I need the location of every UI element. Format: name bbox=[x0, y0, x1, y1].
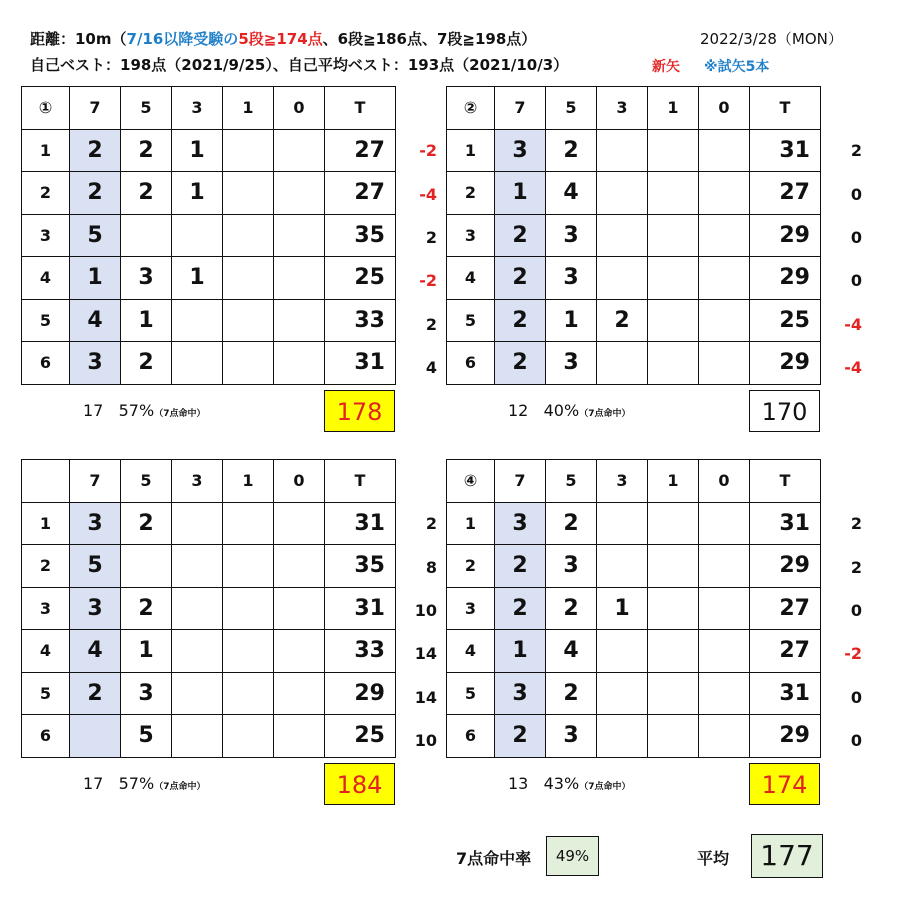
hit-count-cell: 5 bbox=[121, 715, 172, 758]
hit-count-cell bbox=[121, 214, 172, 257]
column-header: 0 bbox=[699, 460, 750, 503]
hit-count-cell bbox=[648, 587, 699, 630]
hit-count-cell bbox=[121, 545, 172, 588]
end-row bbox=[22, 630, 396, 673]
hit-count-cell: 5 bbox=[70, 545, 121, 588]
end-total-cell: 27 bbox=[325, 172, 396, 215]
end-row bbox=[447, 672, 821, 715]
score-difference: 0 bbox=[850, 184, 862, 204]
seven-hit-percent: 43% bbox=[543, 774, 580, 794]
end-row bbox=[447, 129, 821, 172]
hit-count-cell bbox=[648, 299, 699, 342]
end-number: 4 bbox=[22, 630, 70, 673]
score-difference: 0 bbox=[850, 730, 862, 750]
end-number: 1 bbox=[22, 129, 70, 172]
average-score-value: 177 bbox=[751, 834, 823, 878]
hit-count-cell bbox=[172, 214, 223, 257]
hit-count-cell bbox=[699, 545, 750, 588]
hit-count-cell bbox=[223, 172, 274, 215]
end-number: 5 bbox=[447, 299, 495, 342]
new-arrows-label: 新矢 bbox=[652, 59, 680, 75]
end-number: 5 bbox=[22, 299, 70, 342]
end-row bbox=[22, 502, 396, 545]
hit-count-cell bbox=[274, 257, 325, 300]
end-number: 4 bbox=[22, 257, 70, 300]
hit-count-cell bbox=[223, 587, 274, 630]
hit-count-cell bbox=[597, 502, 648, 545]
hit-count-cell: 3 bbox=[121, 257, 172, 300]
end-total-cell: 27 bbox=[750, 172, 821, 215]
score-difference: 8 bbox=[425, 557, 437, 577]
session-date: 2022/3/28（MON） bbox=[700, 30, 843, 48]
hit-count-cell bbox=[648, 672, 699, 715]
end-total-cell: 29 bbox=[325, 672, 396, 715]
seven-hit-count: 12 bbox=[508, 401, 529, 421]
spacer bbox=[103, 774, 118, 793]
hit-count-cell bbox=[70, 715, 121, 758]
distance-label: 距離：10m（ bbox=[30, 30, 127, 48]
column-header: 0 bbox=[274, 87, 325, 130]
end-number: 5 bbox=[447, 672, 495, 715]
column-header: 3 bbox=[597, 460, 648, 503]
hit-count-cell bbox=[699, 502, 750, 545]
hit-count-cell: 3 bbox=[121, 672, 172, 715]
end-total-cell: 31 bbox=[325, 342, 396, 385]
column-header: T bbox=[750, 460, 821, 503]
end-row bbox=[22, 587, 396, 630]
end-row bbox=[22, 129, 396, 172]
score-table-header bbox=[22, 87, 396, 130]
hit-count-cell bbox=[648, 129, 699, 172]
column-header: 0 bbox=[699, 87, 750, 130]
seven-hit-note: （7点命中） bbox=[579, 409, 631, 420]
end-total-cell: 33 bbox=[325, 630, 396, 673]
column-header: 7 bbox=[70, 460, 121, 503]
column-header: 7 bbox=[495, 87, 546, 130]
round-label: ② bbox=[447, 87, 495, 130]
hit-count-cell bbox=[172, 299, 223, 342]
hit-count-cell: 3 bbox=[546, 214, 597, 257]
score-difference: 0 bbox=[850, 271, 862, 291]
end-total-cell: 27 bbox=[750, 630, 821, 673]
hit-count-cell: 2 bbox=[546, 587, 597, 630]
end-total-cell: 27 bbox=[325, 129, 396, 172]
hit-count-cell: 1 bbox=[172, 172, 223, 215]
score-difference: 4 bbox=[425, 357, 437, 377]
hit-count-cell: 2 bbox=[495, 257, 546, 300]
dan5-threshold-text: 5段≧174点 bbox=[238, 30, 323, 48]
end-total-cell: 29 bbox=[750, 715, 821, 758]
score-difference: 10 bbox=[414, 730, 437, 750]
hit-count-cell: 2 bbox=[546, 672, 597, 715]
hit-count-cell bbox=[223, 630, 274, 673]
round-total: 178 bbox=[324, 390, 395, 432]
hit-count-cell: 3 bbox=[70, 502, 121, 545]
score-difference: 0 bbox=[850, 600, 862, 620]
end-total-cell: 25 bbox=[325, 715, 396, 758]
hit-count-cell bbox=[274, 214, 325, 257]
column-header: T bbox=[325, 87, 396, 130]
hit-count-cell: 2 bbox=[495, 342, 546, 385]
hit-count-cell bbox=[597, 257, 648, 300]
hit-count-cell: 4 bbox=[546, 172, 597, 215]
hit-count-cell: 1 bbox=[70, 257, 121, 300]
hit-count-cell: 2 bbox=[121, 129, 172, 172]
end-total-cell: 35 bbox=[325, 214, 396, 257]
hit-count-cell: 1 bbox=[495, 630, 546, 673]
end-number: 3 bbox=[22, 214, 70, 257]
hit-count-cell bbox=[597, 630, 648, 673]
score-difference: 2 bbox=[850, 141, 862, 161]
round-total: 170 bbox=[749, 390, 820, 432]
column-header: T bbox=[325, 460, 396, 503]
end-number: 1 bbox=[22, 502, 70, 545]
column-header: 0 bbox=[274, 460, 325, 503]
hit-count-cell bbox=[274, 502, 325, 545]
hit-count-cell bbox=[648, 214, 699, 257]
hit-count-cell bbox=[274, 630, 325, 673]
end-total-cell: 29 bbox=[750, 545, 821, 588]
column-header: 5 bbox=[546, 460, 597, 503]
seven-hit-note: （7点命中） bbox=[579, 782, 631, 793]
seven-hit-note: （7点命中） bbox=[154, 409, 206, 420]
hit-count-cell bbox=[699, 299, 750, 342]
end-row bbox=[22, 172, 396, 215]
end-total-cell: 35 bbox=[325, 545, 396, 588]
score-difference: -2 bbox=[419, 141, 437, 161]
end-row bbox=[447, 214, 821, 257]
hit-count-cell bbox=[699, 587, 750, 630]
hit-count-cell: 2 bbox=[495, 299, 546, 342]
hit-count-cell bbox=[699, 129, 750, 172]
spacer bbox=[103, 401, 118, 420]
exam-period-text: 7/16以降受験の bbox=[126, 30, 239, 48]
seven-hit-count: 17 bbox=[83, 401, 104, 421]
dan-thresholds-text: 、6段≧186点、7段≧198点） bbox=[322, 30, 537, 48]
hit-count-cell: 4 bbox=[70, 630, 121, 673]
end-row bbox=[447, 715, 821, 758]
end-number: 4 bbox=[447, 257, 495, 300]
hit-count-cell bbox=[172, 630, 223, 673]
end-total-cell: 31 bbox=[750, 672, 821, 715]
end-total-cell: 31 bbox=[325, 587, 396, 630]
hit-count-cell: 4 bbox=[546, 630, 597, 673]
end-number: 1 bbox=[447, 129, 495, 172]
end-number: 5 bbox=[22, 672, 70, 715]
hit-count-cell bbox=[699, 630, 750, 673]
hit-count-cell: 1 bbox=[172, 129, 223, 172]
round-3-score-table bbox=[21, 459, 396, 758]
end-row bbox=[22, 342, 396, 385]
column-header: 7 bbox=[495, 460, 546, 503]
hit-count-cell: 3 bbox=[495, 672, 546, 715]
end-row bbox=[22, 257, 396, 300]
hit-count-cell bbox=[274, 172, 325, 215]
score-difference: 14 bbox=[414, 687, 437, 707]
hit-count-cell bbox=[274, 545, 325, 588]
end-number: 2 bbox=[447, 545, 495, 588]
hit-count-cell: 3 bbox=[495, 129, 546, 172]
hit-count-cell: 2 bbox=[495, 214, 546, 257]
seven-hit-summary bbox=[83, 774, 205, 793]
hit-count-cell bbox=[172, 502, 223, 545]
column-header: 1 bbox=[648, 460, 699, 503]
column-header: 3 bbox=[597, 87, 648, 130]
hit-count-cell: 2 bbox=[495, 545, 546, 588]
hit-count-cell: 3 bbox=[546, 715, 597, 758]
hit-count-cell: 2 bbox=[495, 587, 546, 630]
end-total-cell: 31 bbox=[750, 129, 821, 172]
score-difference: -4 bbox=[844, 357, 862, 377]
hit-count-cell: 2 bbox=[70, 172, 121, 215]
end-total-cell: 29 bbox=[750, 257, 821, 300]
seven-hit-percent: 40% bbox=[543, 401, 580, 421]
end-row bbox=[447, 630, 821, 673]
hit-count-cell bbox=[223, 545, 274, 588]
hit-count-cell bbox=[223, 299, 274, 342]
end-total-cell: 27 bbox=[750, 587, 821, 630]
end-row bbox=[447, 299, 821, 342]
end-number: 6 bbox=[22, 715, 70, 758]
hit-count-cell bbox=[699, 172, 750, 215]
end-number: 6 bbox=[447, 715, 495, 758]
seven-hit-note: （7点命中） bbox=[154, 782, 206, 793]
hit-count-cell bbox=[274, 672, 325, 715]
hit-count-cell: 2 bbox=[121, 502, 172, 545]
end-row bbox=[447, 257, 821, 300]
hit-count-cell: 1 bbox=[546, 299, 597, 342]
end-number: 6 bbox=[447, 342, 495, 385]
column-header: 5 bbox=[121, 87, 172, 130]
round-2-score-table bbox=[446, 86, 821, 385]
hit-count-cell bbox=[172, 672, 223, 715]
column-header: 1 bbox=[223, 87, 274, 130]
end-number: 6 bbox=[22, 342, 70, 385]
hit-count-cell bbox=[223, 342, 274, 385]
seven-hit-count: 17 bbox=[83, 774, 104, 794]
end-total-cell: 31 bbox=[325, 502, 396, 545]
score-difference: 2 bbox=[425, 227, 437, 247]
hit-count-cell bbox=[699, 257, 750, 300]
spacer bbox=[528, 401, 543, 420]
round-total: 174 bbox=[749, 763, 820, 805]
score-difference: 2 bbox=[850, 557, 862, 577]
seven-hit-summary bbox=[83, 401, 205, 420]
column-header: 3 bbox=[172, 87, 223, 130]
hit-count-cell bbox=[223, 257, 274, 300]
round-4-score-table bbox=[446, 459, 821, 758]
end-row bbox=[22, 545, 396, 588]
end-row bbox=[22, 299, 396, 342]
score-difference: 14 bbox=[414, 644, 437, 664]
seven-hit-percent: 57% bbox=[118, 401, 155, 421]
seven-hit-rate-label: 7点命中率 bbox=[456, 849, 532, 868]
hit-count-cell bbox=[597, 672, 648, 715]
round-1-score-table bbox=[21, 86, 396, 385]
end-number: 2 bbox=[22, 545, 70, 588]
score-difference: -2 bbox=[419, 271, 437, 291]
seven-hit-summary bbox=[508, 401, 630, 420]
end-number: 3 bbox=[447, 214, 495, 257]
column-header: T bbox=[750, 87, 821, 130]
column-header: 5 bbox=[121, 460, 172, 503]
end-row bbox=[447, 502, 821, 545]
hit-count-cell bbox=[274, 587, 325, 630]
hit-count-cell: 2 bbox=[597, 299, 648, 342]
hit-count-cell bbox=[648, 502, 699, 545]
round-label bbox=[22, 460, 70, 503]
end-total-cell: 31 bbox=[750, 502, 821, 545]
seven-hit-percent: 57% bbox=[118, 774, 155, 794]
score-difference: 2 bbox=[425, 514, 437, 534]
end-number: 4 bbox=[447, 630, 495, 673]
hit-count-cell: 3 bbox=[70, 342, 121, 385]
seven-hit-rate-value: 49% bbox=[546, 836, 599, 876]
hit-count-cell bbox=[597, 342, 648, 385]
hit-count-cell: 2 bbox=[495, 715, 546, 758]
seven-hit-summary bbox=[508, 774, 630, 793]
end-total-cell: 25 bbox=[750, 299, 821, 342]
score-difference: 0 bbox=[850, 687, 862, 707]
end-row bbox=[22, 672, 396, 715]
round-total: 184 bbox=[324, 763, 395, 805]
score-table-header bbox=[447, 87, 821, 130]
end-total-cell: 25 bbox=[325, 257, 396, 300]
column-header: 3 bbox=[172, 460, 223, 503]
end-total-cell: 33 bbox=[325, 299, 396, 342]
score-difference: -2 bbox=[844, 644, 862, 664]
end-row bbox=[447, 545, 821, 588]
hit-count-cell bbox=[223, 715, 274, 758]
round-label: ④ bbox=[447, 460, 495, 503]
hit-count-cell bbox=[597, 214, 648, 257]
end-row bbox=[22, 214, 396, 257]
hit-count-cell bbox=[274, 129, 325, 172]
score-difference: 2 bbox=[425, 314, 437, 334]
seven-hit-count: 13 bbox=[508, 774, 529, 794]
hit-count-cell bbox=[172, 587, 223, 630]
hit-count-cell bbox=[699, 342, 750, 385]
score-table-header bbox=[447, 460, 821, 503]
hit-count-cell bbox=[274, 299, 325, 342]
end-row bbox=[447, 342, 821, 385]
hit-count-cell bbox=[223, 129, 274, 172]
hit-count-cell bbox=[223, 672, 274, 715]
hit-count-cell: 4 bbox=[70, 299, 121, 342]
hit-count-cell bbox=[648, 172, 699, 215]
hit-count-cell bbox=[648, 342, 699, 385]
hit-count-cell bbox=[648, 545, 699, 588]
personal-best-text: 自己ベスト：198点（2021/9/25）、自己平均ベスト：193点（2021/10/3） bbox=[30, 56, 569, 74]
score-difference: -4 bbox=[419, 184, 437, 204]
score-difference: 0 bbox=[850, 227, 862, 247]
distance-header bbox=[30, 28, 536, 49]
score-table-header bbox=[22, 460, 396, 503]
hit-count-cell: 2 bbox=[121, 172, 172, 215]
hit-count-cell bbox=[597, 715, 648, 758]
hit-count-cell bbox=[699, 214, 750, 257]
end-total-cell: 29 bbox=[750, 214, 821, 257]
end-row bbox=[447, 587, 821, 630]
hit-count-cell: 5 bbox=[70, 214, 121, 257]
end-number: 3 bbox=[447, 587, 495, 630]
hit-count-cell: 1 bbox=[495, 172, 546, 215]
end-number: 1 bbox=[447, 502, 495, 545]
hit-count-cell bbox=[172, 545, 223, 588]
hit-count-cell: 2 bbox=[70, 672, 121, 715]
hit-count-cell bbox=[172, 342, 223, 385]
hit-count-cell: 2 bbox=[546, 502, 597, 545]
end-total-cell: 29 bbox=[750, 342, 821, 385]
hit-count-cell: 2 bbox=[121, 587, 172, 630]
hit-count-cell: 1 bbox=[121, 630, 172, 673]
end-number: 2 bbox=[22, 172, 70, 215]
column-header: 1 bbox=[223, 460, 274, 503]
column-header: 1 bbox=[648, 87, 699, 130]
hit-count-cell bbox=[223, 214, 274, 257]
trial-arrows-note: ※試矢5本 bbox=[704, 59, 770, 75]
hit-count-cell bbox=[274, 342, 325, 385]
score-difference: 10 bbox=[414, 600, 437, 620]
hit-count-cell: 2 bbox=[546, 129, 597, 172]
score-difference: 2 bbox=[850, 514, 862, 534]
hit-count-cell: 3 bbox=[546, 342, 597, 385]
end-row bbox=[22, 715, 396, 758]
average-label: 平均 bbox=[697, 849, 730, 868]
hit-count-cell bbox=[597, 129, 648, 172]
hit-count-cell: 2 bbox=[70, 129, 121, 172]
end-row bbox=[447, 172, 821, 215]
spacer bbox=[528, 774, 543, 793]
hit-count-cell: 1 bbox=[597, 587, 648, 630]
hit-count-cell bbox=[597, 545, 648, 588]
round-label: ① bbox=[22, 87, 70, 130]
hit-count-cell bbox=[648, 257, 699, 300]
hit-count-cell: 1 bbox=[121, 299, 172, 342]
hit-count-cell: 3 bbox=[546, 257, 597, 300]
hit-count-cell: 3 bbox=[546, 545, 597, 588]
hit-count-cell bbox=[172, 715, 223, 758]
hit-count-cell: 2 bbox=[121, 342, 172, 385]
hit-count-cell bbox=[648, 630, 699, 673]
column-header: 7 bbox=[70, 87, 121, 130]
hit-count-cell bbox=[223, 502, 274, 545]
hit-count-cell bbox=[699, 715, 750, 758]
hit-count-cell: 1 bbox=[172, 257, 223, 300]
hit-count-cell: 3 bbox=[495, 502, 546, 545]
end-number: 2 bbox=[447, 172, 495, 215]
column-header: 5 bbox=[546, 87, 597, 130]
hit-count-cell bbox=[699, 672, 750, 715]
hit-count-cell bbox=[274, 715, 325, 758]
score-difference: -4 bbox=[844, 314, 862, 334]
hit-count-cell: 3 bbox=[70, 587, 121, 630]
hit-count-cell bbox=[648, 715, 699, 758]
hit-count-cell bbox=[597, 172, 648, 215]
end-number: 3 bbox=[22, 587, 70, 630]
